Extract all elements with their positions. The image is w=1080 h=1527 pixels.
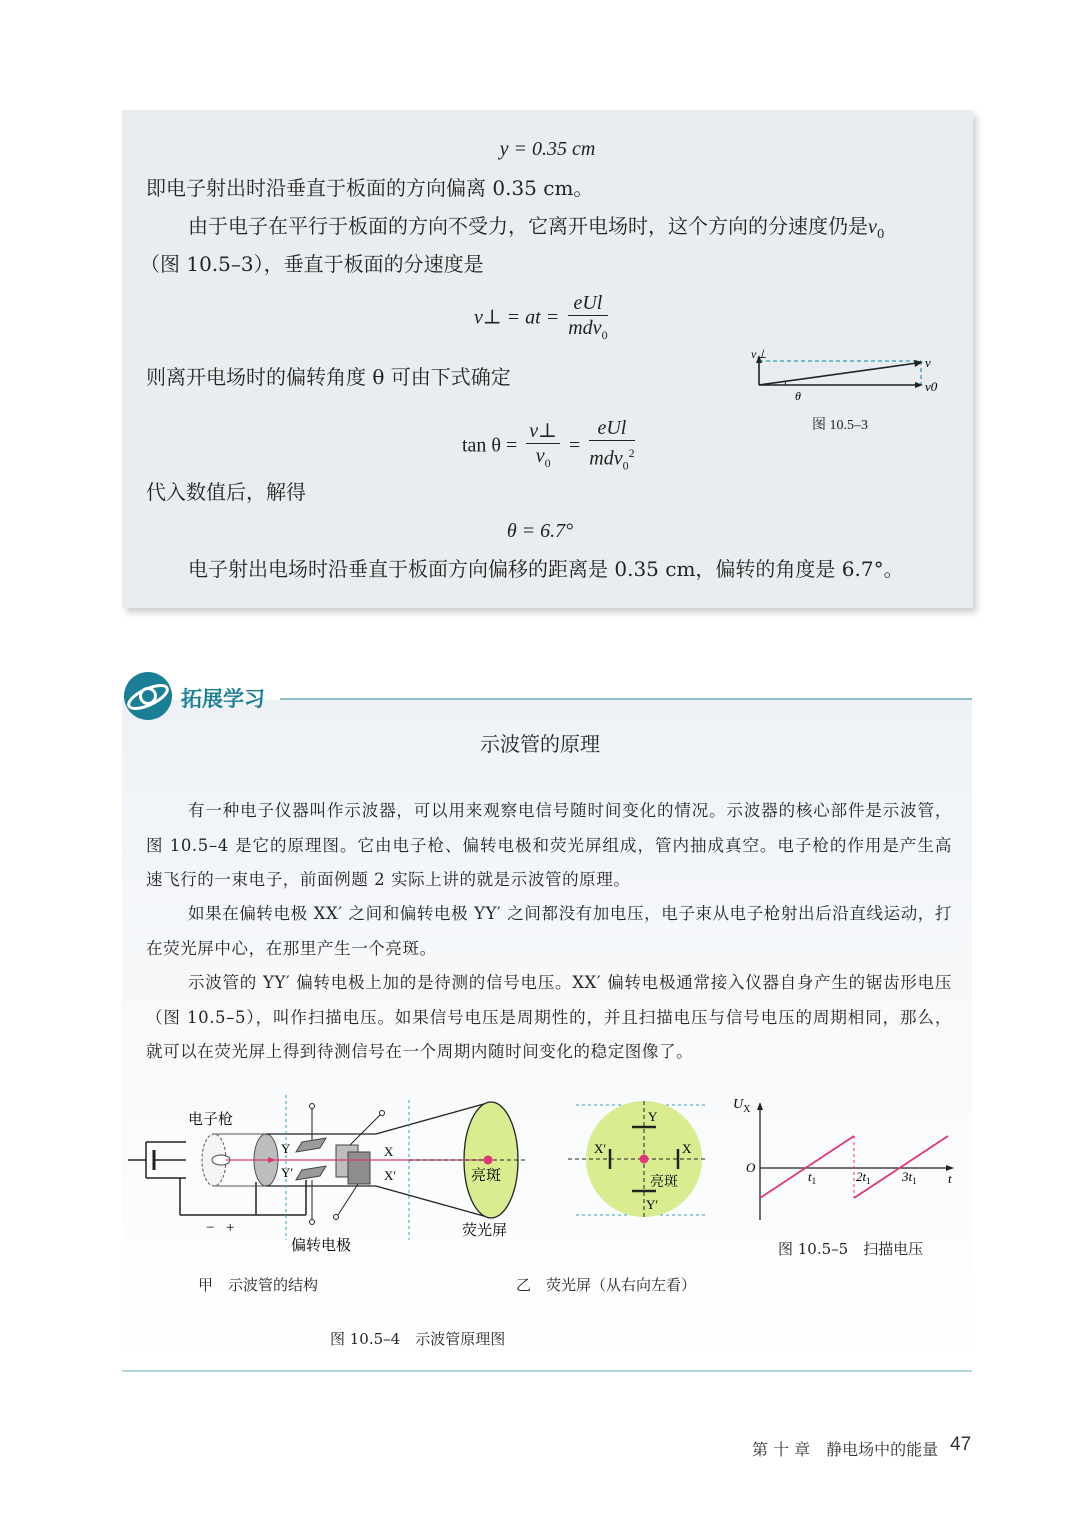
diagram-b-caption: 乙 荧光屏（从右向左看） (516, 1276, 697, 1294)
paragraph-3: 示波管的 YY′ 偏转电极上加的是待测的信号电压。XX′ 偏转电极通常接入仪器自身产生的锯齿形电压（图 10.5–5），叫作扫描电压。如果信号电压是周期性的，并且扫描电压与信号电压的周期相同，那么，就可以在荧光屏上得到待测信号在一个周期内随时间变化的稳定图像了。 (146, 973, 952, 1061)
fraction-2-denominator: mdv (589, 447, 623, 470)
equation-tan-left: tan θ = (462, 434, 518, 457)
v-arrow (759, 363, 917, 385)
equation-y-text: y = 0.35 cm (499, 138, 596, 160)
plate-y (296, 1138, 326, 1152)
footer-chapter-title: 第 十 章 静电场中的能量 (752, 1440, 939, 1459)
tick-t1: $t_1$ (808, 1169, 817, 1186)
v0-label: v0 (925, 379, 938, 394)
label-screen: 荧光屏 (462, 1221, 508, 1239)
figure-10-5-3-caption: 图 10.5–3 (812, 418, 868, 433)
equation-theta-text: θ = 6.7° (506, 520, 574, 542)
v-label: v (925, 355, 931, 370)
fraction-1-sub: 0 (544, 455, 551, 470)
fraction-1-denominator: v (535, 444, 545, 467)
footer-page-number: 47 (950, 1434, 972, 1455)
sweep-voltage-chart (730, 1090, 960, 1230)
figure-10-5-4-caption: 图 10.5–4 示波管原理图 (330, 1330, 506, 1348)
text-line-6: 电子射出电场时沿垂直于板面方向偏移的距离是 0.35 cm，偏转的角度是 6.7°。 (188, 557, 904, 581)
equation-tan-fraction-1 (526, 419, 560, 475)
extension-header-rule (280, 698, 972, 700)
equation-tan: tan θ = $\frac{v\perp}{v_0}$ = $\frac{\text{eUl}}{mdv_0^2}$ (462, 416, 639, 478)
equation-vperp (474, 291, 612, 347)
screen-label-y: Y (648, 1109, 658, 1124)
tube-structure-diagram (126, 1090, 566, 1265)
axis-label-ux: $U_X$ (733, 1097, 751, 1115)
screen-label-y-prime: Y′ (646, 1197, 659, 1212)
text-line-1: 即电子射出时沿垂直于板面的方向偏离 0.35 cm。 (146, 176, 594, 200)
v0-arrowhead (915, 382, 923, 388)
fraction-1-numerator: v⊥ (526, 419, 560, 444)
equation-y (0, 136, 1080, 162)
axis-label-t: t (948, 1171, 952, 1186)
vperp-label: v⊥ (751, 347, 767, 361)
equation-vperp-fraction (568, 291, 607, 347)
fraction-2-sub: 0 (622, 458, 629, 473)
label-bright-spot: 亮斑 (471, 1166, 502, 1184)
label-electron-gun: 电子枪 (188, 1110, 234, 1128)
label-y: Y (281, 1141, 291, 1156)
paragraph-1: 有一种电子仪器叫作示波器，可以用来观察电信号随时间变化的情况。示波器的核心部件是示波管，图 10.5–4 是它的原理图。它由电子枪、偏转电极和荧光屏组成，管内抽成真空。电子枪的作用是产生高速飞行的一束电子，前面例题 2 实际上讲的就是示波管的原理。 (146, 801, 952, 889)
diagram-a-caption: 甲 示波管的结构 (198, 1276, 319, 1294)
text-line-2-body: 由于电子在平行于板面的方向不受力，它离开电场时，这个方向的分速度仍是 (188, 214, 868, 238)
extension-badge-label: 拓展学习 (181, 687, 265, 711)
text-line-4: 则离开电场时的偏转角度 θ 可由下式确定 (146, 365, 511, 389)
axis-label-origin: O (746, 1160, 756, 1175)
fraction-2-sup: 2 (628, 446, 635, 460)
fraction-2-numerator: eUl (589, 416, 634, 441)
label-x: X (384, 1144, 394, 1159)
screen-label-x-prime: X′ (594, 1141, 607, 1156)
label-y-prime: Y′ (281, 1165, 294, 1180)
fraction-numerator: eUl (568, 291, 607, 316)
label-x-prime: X′ (384, 1168, 397, 1183)
section-heading: 示波管的原理 (480, 732, 600, 756)
figure-10-5-5-caption: 图 10.5–5 扫描电压 (778, 1240, 924, 1258)
bright-spot (484, 1156, 493, 1165)
tick-3t1: $3t_1$ (902, 1169, 917, 1186)
extension-logo-icon (122, 670, 174, 722)
label-plus: + (226, 1220, 235, 1236)
plate-y-prime (296, 1166, 326, 1180)
text-line-2 (188, 213, 885, 247)
screen-front-diagram (566, 1097, 716, 1222)
text-line-3: （图 10.5–3），垂直于板面的分速度是 (140, 252, 484, 276)
var-v-sub: 0 (876, 227, 885, 241)
equation-vperp-left: v⊥ = at = (474, 306, 560, 329)
theta-label: θ (795, 389, 801, 403)
equation-theta (0, 518, 1080, 544)
screen-label-spot: 亮斑 (650, 1174, 678, 1190)
v-arrowhead (914, 360, 923, 367)
equation-tan-fraction-2 (589, 416, 634, 478)
extension-bottom-rule (122, 1370, 972, 1372)
label-minus: − (206, 1220, 215, 1236)
screen-bright-spot (640, 1155, 649, 1164)
fraction-denominator: mdv (568, 317, 602, 339)
label-deflection-plates: 偏转电极 (291, 1236, 352, 1254)
plate-x-prime (348, 1152, 370, 1184)
paragraph-2: 如果在偏转电极 XX′ 之间和偏转电极 YY′ 之间都没有加电压，电子束从电子枪射出后沿直线运动，打在荧光屏中心，在那里产生一个亮斑。 (146, 904, 953, 958)
text-line-5: 代入数值后，解得 (146, 480, 306, 504)
fraction-denominator-sub: 0 (601, 328, 608, 342)
screen-label-x: X (682, 1141, 692, 1156)
sawtooth-ramp-2 (854, 1136, 948, 1198)
var-v: v (868, 216, 877, 238)
sawtooth-ramp-1 (760, 1136, 854, 1198)
theta-arc (785, 381, 786, 385)
tick-2t1: $2t_1$ (856, 1169, 871, 1186)
